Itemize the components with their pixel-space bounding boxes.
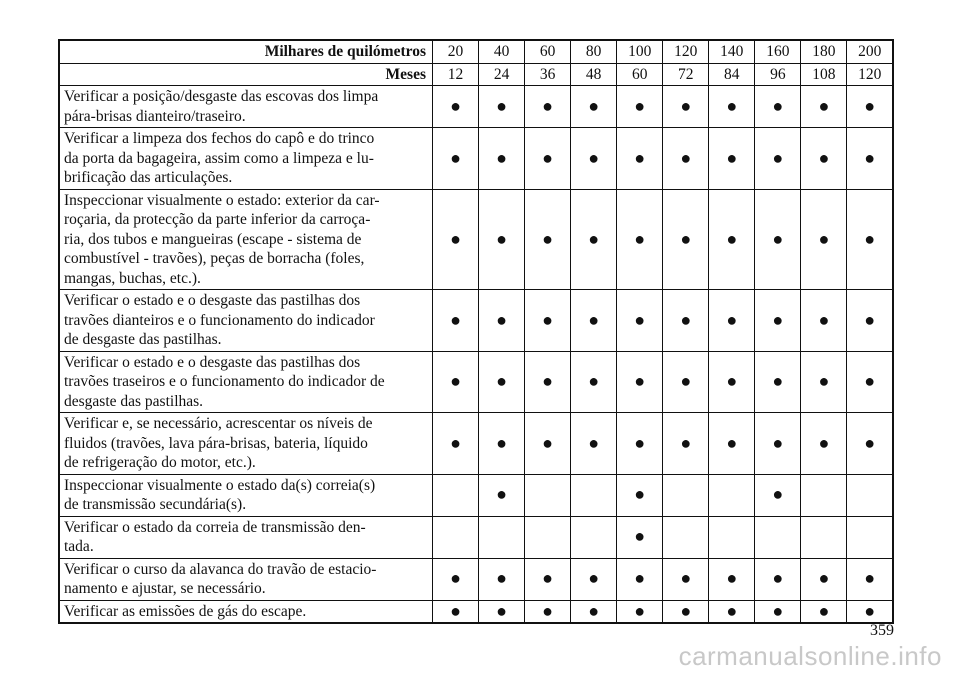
- empty-cell: [801, 474, 847, 516]
- table-row: [59, 86, 893, 128]
- empty-cell: [847, 516, 893, 558]
- check-mark-dot: ●: [847, 128, 893, 190]
- table-row: [59, 474, 893, 516]
- check-mark-dot: ●: [571, 86, 617, 128]
- months-value: 24: [479, 63, 525, 86]
- check-mark-dot: ●: [479, 189, 525, 290]
- months-value: 12: [433, 63, 479, 86]
- task-description: Verificar a limpeza dos fechos do capô e do trinco da porta da bagageira, assim como a limpeza e lu- brificação das articulações.: [59, 128, 433, 190]
- table-row: [59, 128, 893, 190]
- check-mark-dot: ●: [617, 413, 663, 475]
- task-description: Verificar o estado e o desgaste das pastilhas dos travões traseiros e o funcionamento do indicador de desgaste das pastilhas.: [59, 351, 433, 413]
- check-mark-dot: ●: [847, 351, 893, 413]
- check-mark-dot: ●: [755, 474, 801, 516]
- task-description: Inspeccionar visualmente o estado: exterior da car- roçaria, da protecção da parte inferior da carroça- ria, dos tubos e mangueiras (escape - sistema de combustível - travões), peças de borracha (foles, mangas, buchas, etc.).: [59, 189, 433, 290]
- check-mark-dot: ●: [525, 290, 571, 352]
- check-mark-dot: ●: [801, 86, 847, 128]
- km-value: 20: [433, 40, 479, 63]
- check-mark-dot: ●: [433, 189, 479, 290]
- check-mark-dot: ●: [617, 128, 663, 190]
- check-mark-dot: ●: [433, 86, 479, 128]
- check-mark-dot: ●: [755, 128, 801, 190]
- check-mark-dot: ●: [525, 189, 571, 290]
- empty-cell: [755, 516, 801, 558]
- table-row: [59, 290, 893, 352]
- table-row: [59, 189, 893, 290]
- check-mark-dot: ●: [571, 600, 617, 623]
- empty-cell: [663, 516, 709, 558]
- empty-cell: [663, 474, 709, 516]
- check-mark-dot: ●: [479, 413, 525, 475]
- table-row: [59, 413, 893, 475]
- check-mark-dot: ●: [663, 189, 709, 290]
- check-mark-dot: ●: [847, 189, 893, 290]
- check-mark-dot: ●: [709, 558, 755, 600]
- check-mark-dot: ●: [617, 474, 663, 516]
- check-mark-dot: ●: [709, 600, 755, 623]
- task-description: Verificar e, se necessário, acrescentar os níveis de fluidos (travões, lava pára-brisas, bateria, líquido de refrigeração do motor, etc.).: [59, 413, 433, 475]
- check-mark-dot: ●: [709, 413, 755, 475]
- check-mark-dot: ●: [433, 351, 479, 413]
- check-mark-dot: ●: [801, 128, 847, 190]
- km-value: 60: [525, 40, 571, 63]
- months-value: 36: [525, 63, 571, 86]
- empty-cell: [525, 474, 571, 516]
- check-mark-dot: ●: [571, 351, 617, 413]
- task-description: Verificar o estado e o desgaste das pastilhas dos travões dianteiros e o funcionamento do indicador de desgaste das pastilhas.: [59, 290, 433, 352]
- check-mark-dot: ●: [525, 86, 571, 128]
- check-mark-dot: ●: [755, 290, 801, 352]
- check-mark-dot: ●: [571, 413, 617, 475]
- task-description: Verificar o curso da alavanca do travão de estacio- namento e ajustar, se necessário.: [59, 558, 433, 600]
- check-mark-dot: ●: [479, 290, 525, 352]
- km-header-label: Milhares de quilómetros: [59, 40, 433, 63]
- km-value: 140: [709, 40, 755, 63]
- check-mark-dot: ●: [801, 600, 847, 623]
- check-mark-dot: ●: [663, 128, 709, 190]
- check-mark-dot: ●: [433, 600, 479, 623]
- check-mark-dot: ●: [755, 351, 801, 413]
- check-mark-dot: ●: [663, 86, 709, 128]
- km-value: 120: [663, 40, 709, 63]
- empty-cell: [709, 474, 755, 516]
- check-mark-dot: ●: [801, 290, 847, 352]
- check-mark-dot: ●: [847, 558, 893, 600]
- km-value: 80: [571, 40, 617, 63]
- check-mark-dot: ●: [663, 351, 709, 413]
- header-row-km: [59, 40, 893, 63]
- check-mark-dot: ●: [433, 128, 479, 190]
- header-row-months: [59, 63, 893, 86]
- check-mark-dot: ●: [801, 351, 847, 413]
- empty-cell: [709, 516, 755, 558]
- empty-cell: [525, 516, 571, 558]
- check-mark-dot: ●: [479, 86, 525, 128]
- check-mark-dot: ●: [433, 413, 479, 475]
- task-description: Verificar as emissões de gás do escape.: [59, 600, 433, 623]
- check-mark-dot: ●: [571, 290, 617, 352]
- km-value: 180: [801, 40, 847, 63]
- check-mark-dot: ●: [617, 600, 663, 623]
- check-mark-dot: ●: [525, 600, 571, 623]
- empty-cell: [801, 516, 847, 558]
- check-mark-dot: ●: [709, 351, 755, 413]
- empty-cell: [433, 516, 479, 558]
- check-mark-dot: ●: [479, 128, 525, 190]
- check-mark-dot: ●: [663, 558, 709, 600]
- empty-cell: [433, 474, 479, 516]
- months-value: 84: [709, 63, 755, 86]
- check-mark-dot: ●: [709, 189, 755, 290]
- check-mark-dot: ●: [571, 189, 617, 290]
- months-value: 108: [801, 63, 847, 86]
- table-row: [59, 516, 893, 558]
- check-mark-dot: ●: [479, 474, 525, 516]
- check-mark-dot: ●: [571, 558, 617, 600]
- check-mark-dot: ●: [801, 413, 847, 475]
- check-mark-dot: ●: [847, 86, 893, 128]
- km-value: 100: [617, 40, 663, 63]
- check-mark-dot: ●: [525, 128, 571, 190]
- check-mark-dot: ●: [479, 351, 525, 413]
- months-value: 60: [617, 63, 663, 86]
- empty-cell: [571, 474, 617, 516]
- check-mark-dot: ●: [755, 600, 801, 623]
- check-mark-dot: ●: [755, 413, 801, 475]
- check-mark-dot: ●: [709, 86, 755, 128]
- table-row: [59, 558, 893, 600]
- km-value: 40: [479, 40, 525, 63]
- table-row: [59, 600, 893, 623]
- check-mark-dot: ●: [525, 558, 571, 600]
- check-mark-dot: ●: [617, 516, 663, 558]
- months-header-label: Meses: [59, 63, 433, 86]
- check-mark-dot: ●: [433, 290, 479, 352]
- months-value: 96: [755, 63, 801, 86]
- check-mark-dot: ●: [479, 558, 525, 600]
- task-description: Verificar a posição/desgaste das escovas dos limpa pára-brisas dianteiro/traseiro.: [59, 86, 433, 128]
- table-body: [59, 40, 893, 623]
- check-mark-dot: ●: [525, 413, 571, 475]
- check-mark-dot: ●: [709, 290, 755, 352]
- maintenance-schedule-table: [58, 39, 894, 624]
- check-mark-dot: ●: [663, 413, 709, 475]
- watermark: carmanualsonline.info: [678, 641, 942, 671]
- months-value: 120: [847, 63, 893, 86]
- check-mark-dot: ●: [479, 600, 525, 623]
- table-row: [59, 351, 893, 413]
- check-mark-dot: ●: [617, 290, 663, 352]
- km-value: 160: [755, 40, 801, 63]
- check-mark-dot: ●: [847, 413, 893, 475]
- months-value: 48: [571, 63, 617, 86]
- task-description: Inspeccionar visualmente o estado da(s) correia(s) de transmissão secundária(s).: [59, 474, 433, 516]
- check-mark-dot: ●: [663, 290, 709, 352]
- check-mark-dot: ●: [617, 351, 663, 413]
- check-mark-dot: ●: [617, 86, 663, 128]
- km-value: 200: [847, 40, 893, 63]
- check-mark-dot: ●: [617, 189, 663, 290]
- empty-cell: [479, 516, 525, 558]
- page-number: 359: [870, 622, 894, 639]
- empty-cell: [847, 474, 893, 516]
- check-mark-dot: ●: [709, 128, 755, 190]
- task-description: Verificar o estado da correia de transmissão den- tada.: [59, 516, 433, 558]
- check-mark-dot: ●: [571, 128, 617, 190]
- check-mark-dot: ●: [847, 290, 893, 352]
- check-mark-dot: ●: [525, 351, 571, 413]
- check-mark-dot: ●: [663, 600, 709, 623]
- check-mark-dot: ●: [801, 189, 847, 290]
- check-mark-dot: ●: [847, 600, 893, 623]
- check-mark-dot: ●: [755, 558, 801, 600]
- check-mark-dot: ●: [755, 189, 801, 290]
- check-mark-dot: ●: [433, 558, 479, 600]
- months-value: 72: [663, 63, 709, 86]
- check-mark-dot: ●: [801, 558, 847, 600]
- check-mark-dot: ●: [617, 558, 663, 600]
- empty-cell: [571, 516, 617, 558]
- check-mark-dot: ●: [755, 86, 801, 128]
